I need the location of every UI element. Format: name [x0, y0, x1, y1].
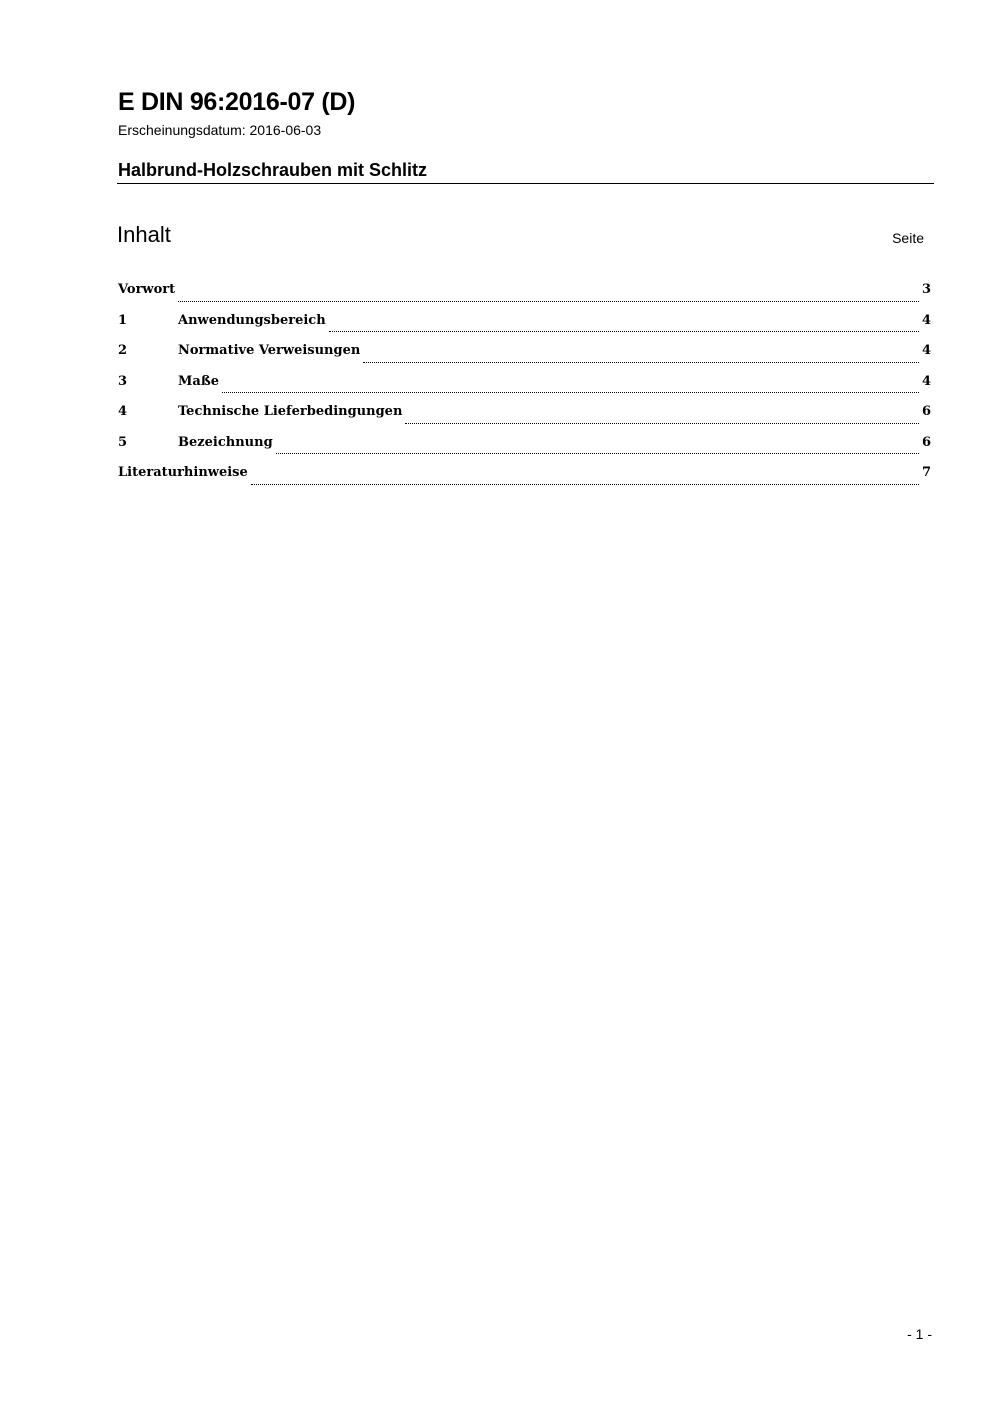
- toc-entry-number: 4: [118, 404, 128, 419]
- toc-entry-label: Anwendungsbereich: [178, 312, 326, 328]
- toc-entry-vorwort[interactable]: [118, 278, 931, 309]
- toc-entry-label: Vorwort: [118, 282, 176, 297]
- toc-entry-bezeichnung[interactable]: [118, 431, 931, 462]
- document-title: Halbrund-Holzschrauben mit Schlitz: [118, 160, 428, 180]
- toc-entry-number: 2: [118, 343, 128, 358]
- toc-entry-label: Normative Verweisungen: [178, 343, 361, 358]
- toc-entry-page: 7: [921, 465, 931, 480]
- toc-entry-page: 4: [921, 343, 931, 358]
- toc-entry-page: 6: [921, 434, 931, 450]
- toc-entry-technische-lieferbedingungen[interactable]: [118, 400, 931, 431]
- toc-entry-normative-verweisungen[interactable]: [118, 339, 931, 370]
- toc-dot-leader: [178, 301, 919, 302]
- title-divider: [117, 183, 934, 184]
- toc-dot-leader: [329, 331, 919, 332]
- toc-entry-label: Maße: [178, 373, 219, 389]
- toc-entry-literaturhinweise[interactable]: [118, 461, 931, 492]
- toc-entry-page: 4: [921, 312, 931, 328]
- toc-entry-label: Technische Lieferbedingungen: [178, 404, 403, 419]
- toc-entry-page: 4: [921, 373, 931, 389]
- toc-heading: Inhalt: [117, 222, 171, 247]
- toc-dot-leader: [405, 423, 919, 424]
- page-number: - 1 -: [907, 1326, 932, 1342]
- publication-date: Erscheinungsdatum: 2016-06-03: [118, 122, 322, 138]
- toc-entry-page: 6: [921, 404, 931, 419]
- toc-dot-leader: [363, 362, 919, 363]
- toc-entry-masse[interactable]: [118, 370, 931, 401]
- toc-dot-leader: [222, 392, 919, 393]
- toc-entry-number: 5: [118, 434, 128, 450]
- toc-entry-number: 3: [118, 373, 128, 389]
- toc-page-column-header: Seite: [892, 230, 924, 246]
- toc-entry-label: Literaturhinweise: [118, 465, 248, 480]
- table-of-contents: [118, 278, 931, 492]
- toc-entry-anwendungsbereich[interactable]: [118, 309, 931, 340]
- document-id: E DIN 96:2016-07 (D): [118, 88, 356, 116]
- toc-entry-page: 3: [921, 282, 931, 297]
- toc-dot-leader: [276, 453, 919, 454]
- toc-entry-number: 1: [118, 312, 128, 328]
- toc-dot-leader: [251, 484, 919, 485]
- toc-entry-label: Bezeichnung: [178, 434, 273, 450]
